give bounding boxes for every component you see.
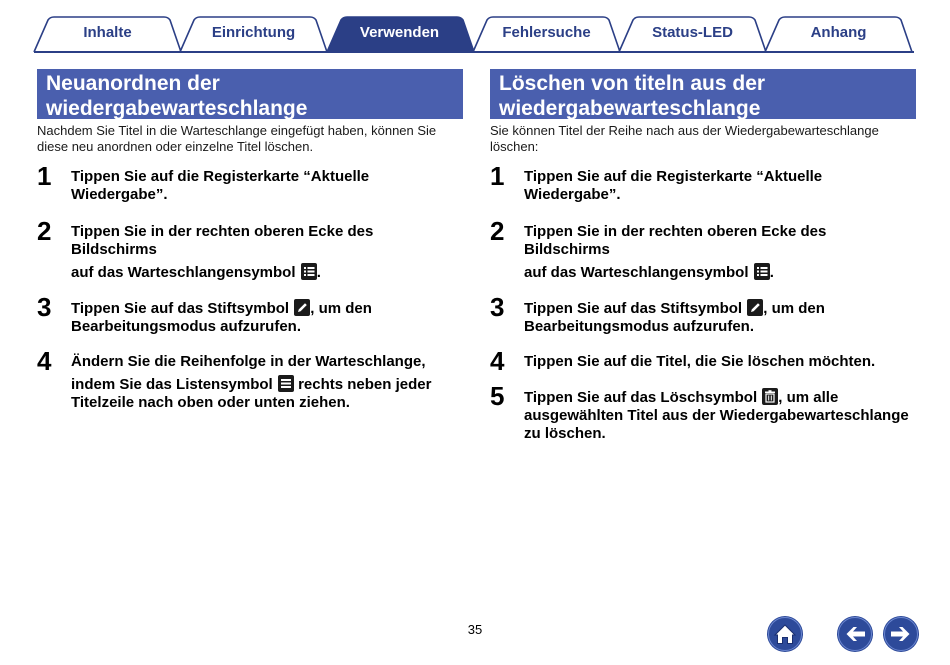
tab-fehlersuche[interactable]: Fehlersuche — [502, 24, 591, 41]
heading-line: wiedergabewarteschlange — [499, 97, 761, 120]
step-text: auf das Warteschlangensymbol — [71, 264, 296, 281]
step-text: Bearbeitungsmodus aufzurufen. — [71, 318, 302, 335]
tab-inhalte[interactable]: Inhalte — [83, 24, 132, 41]
step-text: Tippen Sie in der rechten oberen Ecke des Bildschirms — [524, 223, 827, 258]
step-number: 3 — [490, 292, 505, 322]
step — [37, 216, 463, 282]
intro-line: diese neu anordnen oder einzelne Titel löschen. — [37, 139, 314, 154]
list-handle-icon — [278, 375, 294, 392]
page-number: 35 — [467, 622, 483, 637]
intro-line: Nachdem Sie Titel in die Warteschlange eingefügt haben, können Sie — [37, 123, 437, 138]
step-number: 2 — [37, 216, 52, 246]
step-text: Bearbeitungsmodus aufzurufen. — [524, 318, 755, 335]
tab-verwenden[interactable]: Verwenden — [359, 24, 440, 41]
home-button[interactable] — [766, 615, 804, 653]
step-text: , um alle — [778, 389, 839, 406]
step-text: Tippen Sie auf das Löschsymbol — [524, 389, 758, 406]
step — [490, 292, 916, 336]
section-reorder-queue — [37, 69, 463, 428]
step-number: 2 — [490, 216, 505, 246]
queue-list-icon — [754, 263, 770, 280]
step-number: 1 — [490, 161, 505, 191]
step-number: 1 — [37, 161, 52, 191]
step-text: indem Sie das Listensymbol — [71, 376, 273, 393]
heading-line: Löschen von titeln aus der — [499, 72, 766, 95]
step-text: . — [769, 264, 774, 281]
step-text: Tippen Sie auf die Registerkarte “Aktuelle — [524, 168, 823, 185]
step-list — [490, 161, 916, 443]
step-number: 5 — [490, 381, 505, 411]
step-number: 3 — [37, 292, 52, 322]
section-delete-from-queue — [490, 69, 916, 459]
pencil-icon — [747, 299, 763, 316]
step-text: Tippen Sie auf die Titel, die Sie löschen möchten. — [524, 353, 876, 370]
step-text: Tippen Sie auf das Stiftsymbol — [524, 300, 743, 317]
step-list — [37, 161, 463, 412]
step-text: Tippen Sie in der rechten oberen Ecke des Bildschirms — [71, 223, 374, 258]
step — [37, 346, 463, 412]
step — [37, 161, 463, 204]
heading-line: Neuanordnen der — [46, 72, 220, 95]
heading-line: wiedergabewarteschlange — [46, 97, 308, 120]
step-text: zu löschen. — [524, 425, 606, 442]
tab-einrichtung[interactable]: Einrichtung — [211, 24, 296, 41]
step-number: 4 — [490, 346, 505, 376]
arrow-left-icon — [836, 615, 874, 653]
tab-bar — [0, 0, 950, 60]
step — [490, 161, 916, 204]
trash-icon — [762, 388, 778, 405]
tab-anhang[interactable]: Anhang — [810, 24, 867, 41]
step-text: rechts neben jeder — [298, 376, 432, 393]
section-heading — [37, 69, 463, 119]
back-button[interactable] — [836, 615, 874, 653]
step-text: Wiedergabe”. — [71, 186, 168, 203]
forward-button[interactable] — [882, 615, 920, 653]
step — [490, 346, 916, 376]
tab-status-led[interactable]: Status-LED — [652, 24, 733, 41]
step-text: ausgewählten Titel aus der Wiedergabewarteschlange — [524, 407, 909, 424]
intro-text — [37, 123, 463, 155]
intro-line: löschen: — [490, 139, 539, 154]
step-text: auf das Warteschlangensymbol — [524, 264, 749, 281]
step-number: 4 — [37, 346, 52, 376]
step-text: , um den — [310, 300, 372, 317]
step-text: Tippen Sie auf die Registerkarte “Aktuelle — [71, 168, 370, 185]
section-heading — [490, 69, 916, 119]
arrow-right-icon — [882, 615, 920, 653]
queue-list-icon — [301, 263, 317, 280]
step — [490, 381, 916, 443]
step-text: Ändern Sie die Reihenfolge in der Warteschlange, — [71, 353, 426, 370]
pencil-icon — [294, 299, 310, 316]
step-text: Titelzeile nach oben oder unten ziehen. — [71, 394, 350, 411]
home-icon — [766, 615, 804, 653]
step-text: Wiedergabe”. — [524, 186, 621, 203]
step-text: . — [316, 264, 321, 281]
step — [37, 292, 463, 336]
intro-text — [490, 123, 916, 155]
step — [490, 216, 916, 282]
step-text: , um den — [763, 300, 825, 317]
step-text: Tippen Sie auf das Stiftsymbol — [71, 300, 290, 317]
intro-line: Sie können Titel der Reihe nach aus der Wiedergabewarteschlange — [490, 123, 879, 138]
